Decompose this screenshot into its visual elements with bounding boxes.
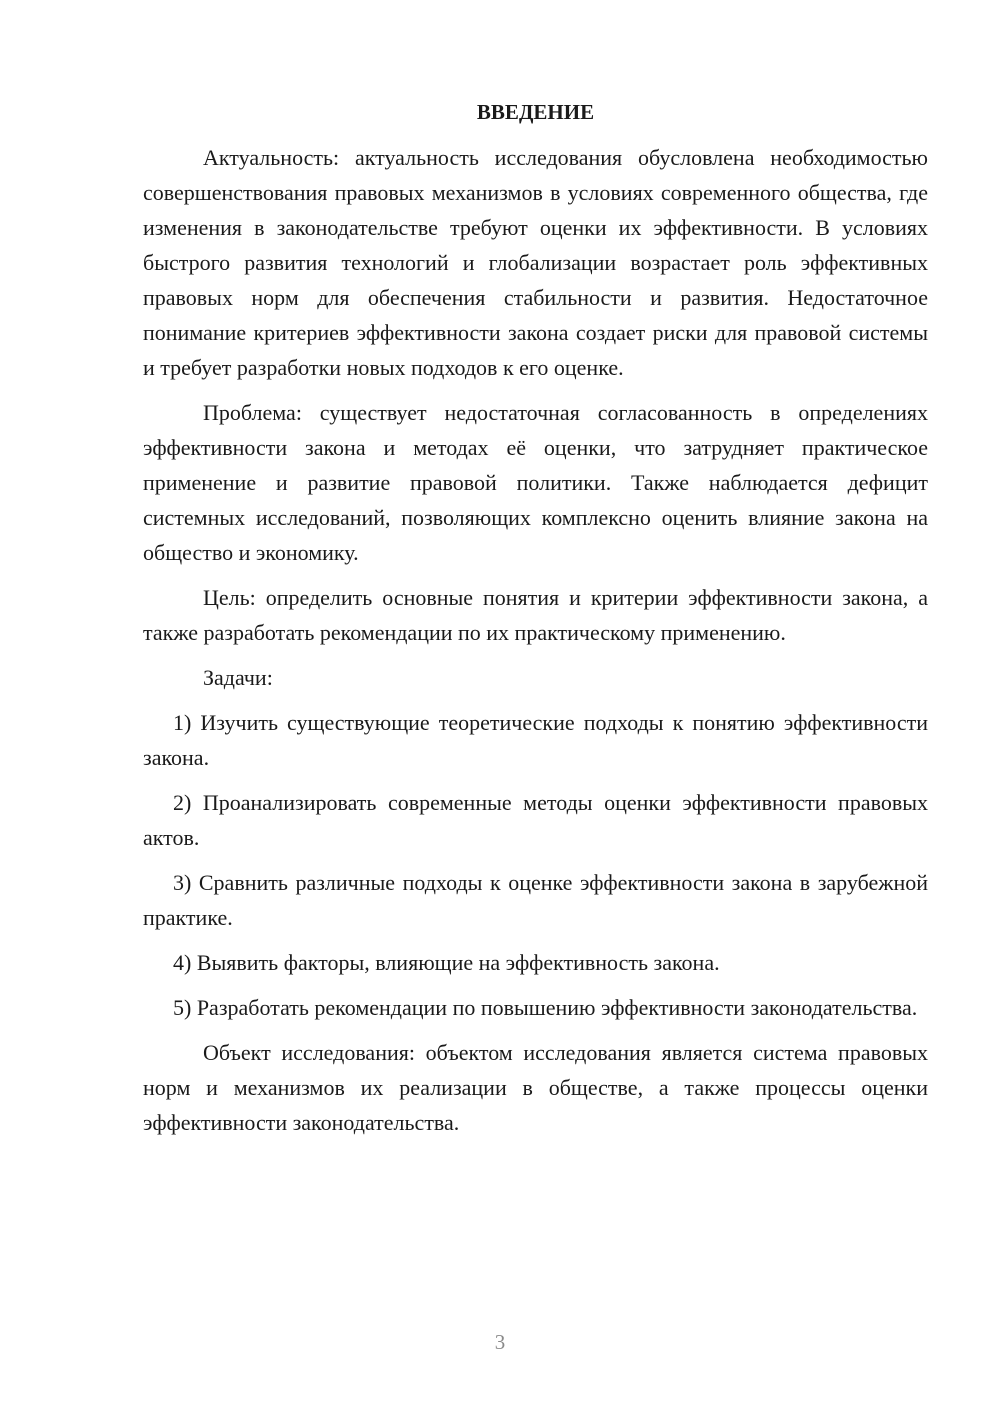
- page-number: 3: [494, 1330, 506, 1354]
- task-item-1: 1) Изучить существующие теоретические подходы к понятию эффективности закона.: [143, 710, 928, 770]
- tasks-heading: Задачи:: [203, 665, 273, 690]
- page-title: ВВЕДЕНИЕ: [476, 100, 595, 124]
- task-item-3: 3) Сравнить различные подходы к оценке эффективности закона в зарубежной практике.: [143, 870, 928, 930]
- task-item-4: 4) Выявить факторы, влияющие на эффективность закона.: [173, 950, 720, 975]
- task-item-2: 2) Проанализировать современные методы оценки эффективности правовых актов.: [143, 790, 928, 850]
- relevance-paragraph: Актуальность: актуальность исследования обусловлена необходимостью совершенствования правовых механизмов в условиях современного общества, где изменения в законодательстве требуют оценки их эффективности. В условиях быстрого развития технологий и глобализации возрастает роль эффективных правовых норм для обеспечения стабильности и развития. Недостаточное понимание критериев эффективности закона создает риски для правовой системы и требует разработки новых подходов к его оценке.: [143, 145, 928, 380]
- page-content: [143, 96, 928, 1150]
- problem-paragraph: Проблема: существует недостаточная согласованность в определениях эффективности закона и методах её оценки, что затрудняет практическое применение и развитие правовой политики. Также наблюдается дефицит системных исследований, позволяющих комплексно оценить влияние закона на общество и экономику.: [143, 400, 928, 565]
- research-object-paragraph: Объект исследования: объектом исследования является система правовых норм и механизмов их реализации в обществе, а также процессы оценки эффективности законодательства.: [143, 1040, 928, 1135]
- task-item-5: 5) Разработать рекомендации по повышению эффективности законодательства.: [173, 995, 918, 1020]
- goal-paragraph: Цель: определить основные понятия и критерии эффективности закона, а также разработать рекомендации по их практическому применению.: [143, 585, 928, 645]
